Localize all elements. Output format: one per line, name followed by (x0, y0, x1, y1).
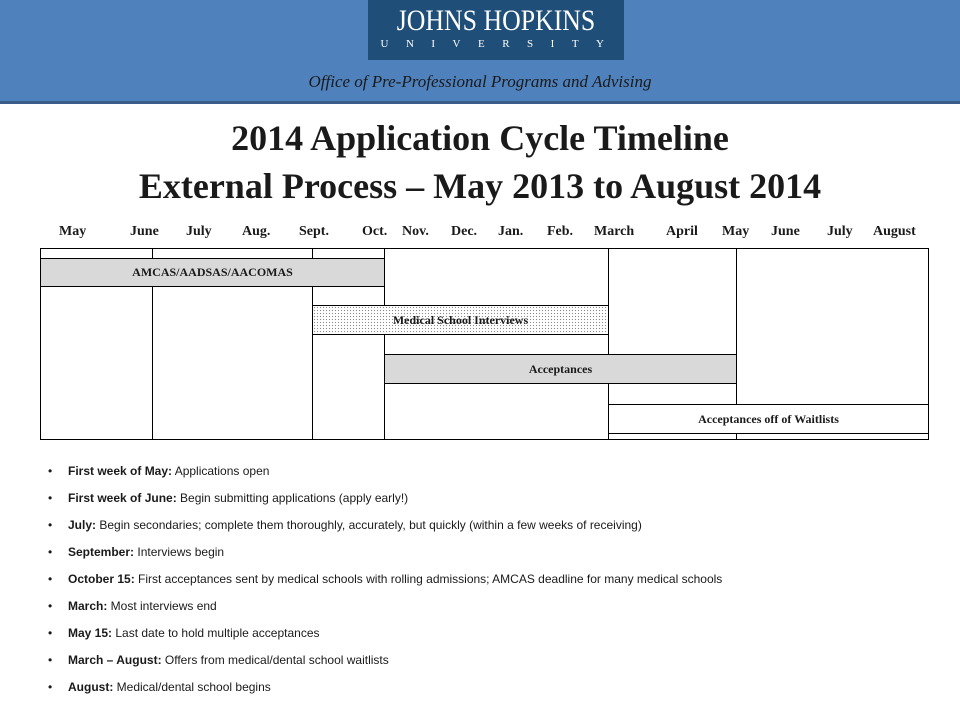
interviews-bar: Medical School Interviews (312, 305, 609, 335)
list-item (48, 624, 948, 651)
date-term: First week of June: (68, 491, 177, 505)
date-description: Begin secondaries; complete them thoroughly, accurately, but quickly (within a few weeks of receiving) (96, 518, 642, 532)
list-item (48, 516, 948, 543)
date-description: Most interviews end (107, 599, 217, 613)
logo-subtitle: UNIVERSITY (380, 38, 622, 50)
month-label: Dec. (451, 224, 478, 239)
month-label: March (594, 224, 635, 239)
date-term: March – August: (68, 653, 162, 667)
date-description: Last date to hold multiple acceptances (112, 626, 320, 640)
page-subtitle: External Process – May 2013 to August 2014 (138, 166, 822, 206)
office-name: Office of Pre-Professional Programs and Advising (308, 72, 652, 91)
month-label: April (666, 224, 698, 239)
month-label: June (771, 224, 800, 239)
list-item (48, 462, 948, 489)
month-label: Oct. (362, 224, 388, 239)
date-description: Offers from medical/dental school waitlists (161, 653, 389, 667)
month-label: Jan. (498, 224, 524, 239)
list-item (48, 570, 948, 597)
list-item (48, 489, 948, 516)
date-term: March: (68, 599, 108, 613)
list-item (48, 678, 948, 705)
month-label: Nov. (402, 224, 429, 239)
date-term: August: (68, 680, 114, 694)
date-description: Medical/dental school begins (113, 680, 271, 694)
date-term: October 15: (68, 572, 135, 586)
month-label: Sept. (299, 224, 329, 239)
date-term: May 15: (68, 626, 113, 640)
month-label: June (130, 224, 159, 239)
list-item (48, 651, 948, 678)
month-label: May (722, 224, 750, 239)
list-item (48, 597, 948, 624)
waitlist-bar: Acceptances off of Waitlists (608, 404, 929, 434)
date-term: July: (68, 518, 97, 532)
date-description: Applications open (172, 464, 270, 478)
acceptances-bar: Acceptances (384, 354, 737, 384)
list-item (48, 543, 948, 570)
month-label: May (59, 224, 87, 239)
month-label: July (827, 224, 853, 239)
page-title: 2014 Application Cycle Timeline (231, 118, 729, 158)
month-label: Aug. (242, 224, 271, 239)
amcas-bar: AMCAS/AADSAS/AACOMAS (40, 258, 385, 287)
date-term: September: (68, 545, 135, 559)
date-description: Interviews begin (134, 545, 225, 559)
month-label: July (186, 224, 212, 239)
date-description: Begin submitting applications (apply early!) (176, 491, 409, 505)
date-term: First week of May: (68, 464, 173, 478)
date-description: First acceptances sent by medical schools with rolling admissions; AMCAS deadline for many medical schools (134, 572, 723, 586)
logo-name: JOHNS HOPKINS (396, 4, 596, 37)
month-label: Feb. (547, 224, 574, 239)
key-dates-list (48, 462, 948, 705)
month-label: August (873, 224, 916, 239)
